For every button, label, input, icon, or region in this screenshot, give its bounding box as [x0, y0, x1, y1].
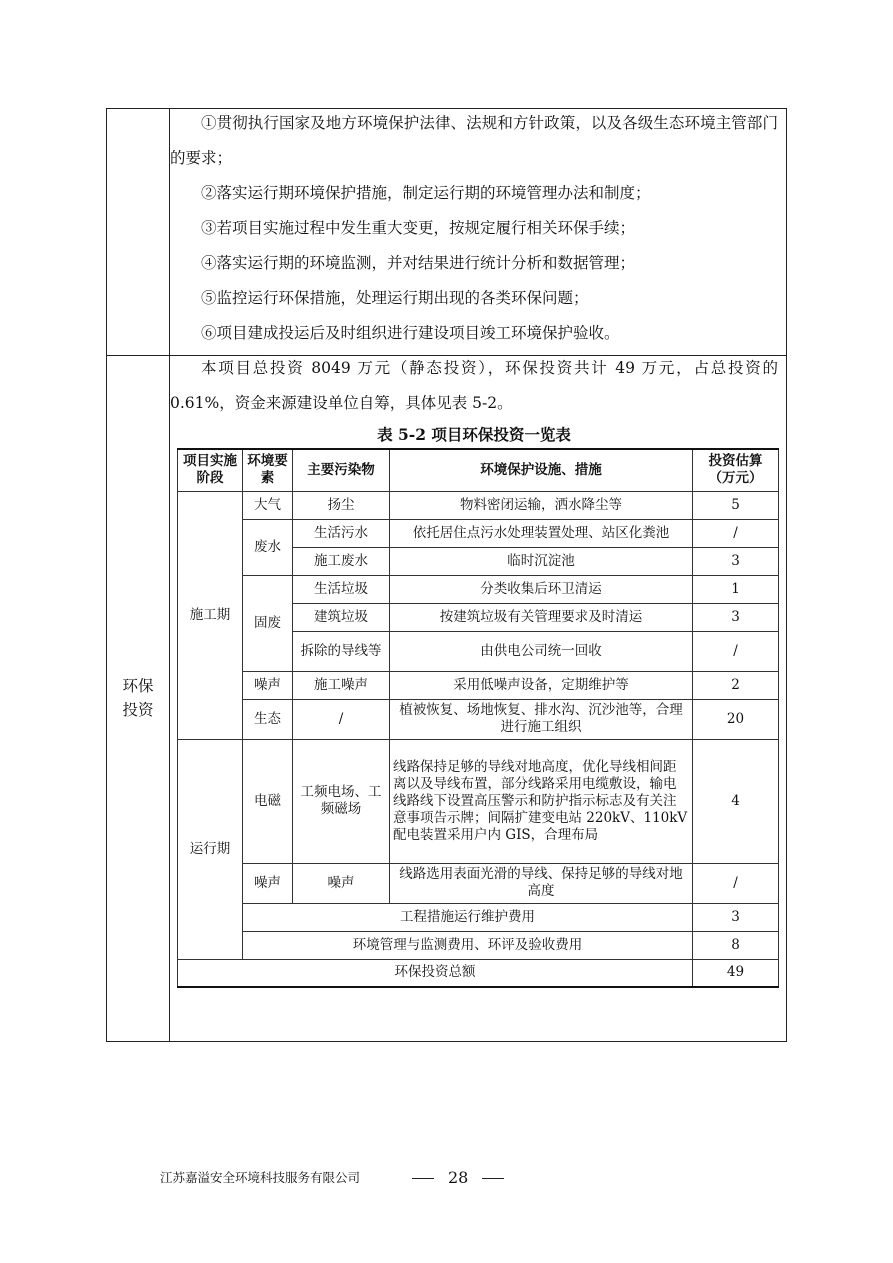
investment-intro: 本项目总投资 8049 万元（静态投资），环保投资共计 49 万元，占总投资的 0.61%，资金来源建设单位自筹，具体见表 5-2。 [170, 359, 778, 412]
header-cost: 投资估算（万元） [693, 449, 779, 491]
duty-item: ②落实运行期环境保护措施，制定运行期的环境管理办法和制度； [201, 184, 651, 202]
table-row: 噪声 噪声 线路选用表面光滑的导线、保持足够的导线对地高度 / [178, 863, 779, 903]
dash-right [482, 1178, 504, 1179]
total-row: 环保投资总额 49 [178, 959, 779, 987]
duty-item: ③若项目实施过程中发生重大变更，按规定履行相关环保手续； [201, 219, 636, 237]
stage-construction: 施工期 [178, 491, 243, 739]
header-pollutant: 主要污染物 [293, 449, 390, 491]
table-row: 建筑垃圾 按建筑垃圾有关管理要求及时清运 3 [178, 603, 779, 631]
table-row: 废水 生活污水 依托居住点污水处理装置处理、站区化粪池 / [178, 519, 779, 547]
investment-table [177, 448, 779, 988]
stage-operation: 运行期 [178, 739, 243, 959]
table-row: 工程措施运行维护费用 3 [178, 903, 779, 931]
table-row: 运行期 电磁 工频电场、工频磁场 线路保持足够的导线对地高度，优化导线相间距离以及导线布置，部分线路采用电缆敷设，输电线路线下设置高压警示和防护指示标志及有关注意事项告示牌；间隔扩建变电站 220kV、110kV 配电装置采用户内 GIS，合理布局 4 [178, 739, 779, 863]
table-row: 噪声 施工噪声 采用低噪声设备，定期维护等 2 [178, 671, 779, 699]
duty-item: ①贯彻执行国家及地方环境保护法律、法规和方针政策，以及各级生态环境主管部门的要求； [170, 114, 778, 167]
table-row: 施工期 大气 扬尘 物料密闭运输，洒水降尘等 5 [178, 491, 779, 519]
header-measure: 环境保护设施、措施 [390, 449, 693, 491]
management-duties [170, 106, 778, 351]
duty-item: ④落实运行期的环境监测，并对结果进行统计分析和数据管理； [201, 254, 636, 272]
section-label: 环保 投资 [122, 677, 154, 719]
duty-item: ⑥项目建成投运后及时组织进行建设项目竣工环境保护验收。 [201, 324, 620, 342]
table-row: 拆除的导线等 由供电公司统一回收 / [178, 631, 779, 671]
table-title: 表 5-2 项目环保投资一览表 [377, 425, 571, 444]
table-header-row [178, 449, 779, 491]
table-row: 施工废水 临时沉淀池 3 [178, 547, 779, 575]
table-row: 固废 生活垃圾 分类收集后环卫清运 1 [178, 575, 779, 603]
header-element: 环境要素 [243, 449, 293, 491]
header-stage: 项目实施阶段 [178, 449, 243, 491]
table-row: 环境管理与监测费用、环评及验收费用 8 [178, 931, 779, 959]
table-row: 生态 / 植被恢复、场地恢复、排水沟、沉沙池等，合理进行施工组织 20 [178, 699, 779, 739]
footer-company: 江苏嘉溢安全环境科技服务有限公司 [160, 1170, 361, 1185]
page-number: 28 [398, 1166, 518, 1190]
dash-left [412, 1178, 434, 1179]
duty-item: ⑤监控运行环保措施，处理运行期出现的各类环保问题； [201, 289, 589, 307]
